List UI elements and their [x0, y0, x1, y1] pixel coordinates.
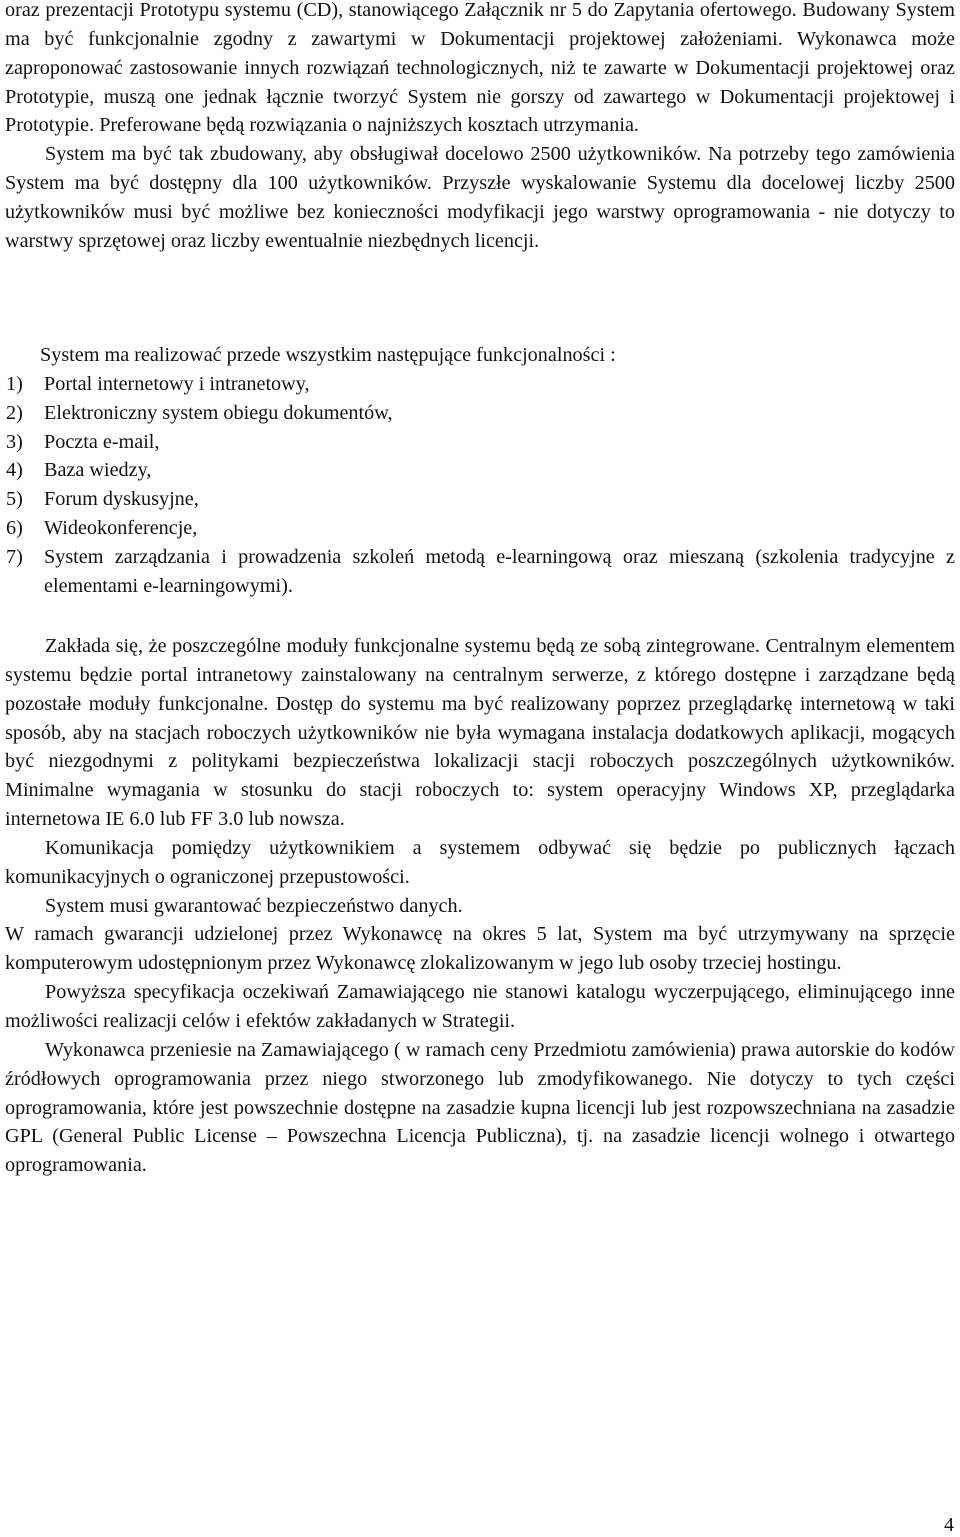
list-item-text: Baza wiedzy, — [44, 459, 152, 482]
list-item-text: Wideokonferencje, — [44, 517, 198, 540]
top-section — [5, 0, 955, 256]
list-item-number: 1) — [6, 372, 23, 395]
list-item — [5, 399, 955, 428]
paragraph-integration: Zakłada się, że poszczególne moduły funkcjonalne systemu będą ze sobą zintegrowane. Centralnym elementem systemu będzie portal intranetowy zainstalowany na centralnym serwerze, z którego dostępne i zarządzane będą pozostałe moduły funkcjonalne. Dostęp do systemu ma być realizowany poprzez przeglądarkę internetową w taki sposób, aby na stacjach roboczych użytkowników nie była wymagana instalacja dodatkowych aplikacji, mogących być niezgodnymi z politykami bezpieczeństwa lokalizacji stacji roboczych poszczególnych użytkowników. Minimalne wymagania w stosunku do stacji roboczych to: system operacyjny Windows XP, przeglądarka internetowa IE 6.0 lub FF 3.0 lub nowsza. — [5, 635, 955, 831]
page-number: 4 — [944, 1514, 954, 1536]
paragraph-users: System ma być tak zbudowany, aby obsługiwał docelowo 2500 użytkowników. Na potrzeby tego zamówienia System ma być dostępny dla 100 użytkowników. Przyszłe wyskalowanie Systemu dla docelowej liczby 2500 użytkowników musi być możliwe bez konieczności modyfikacji jego warstwy oprogramowania - nie dotyczy to warstwy sprzętowej oraz liczby ewentualnie niezbędnych licencji. — [5, 143, 955, 252]
list-item-number: 6) — [6, 517, 23, 540]
list-item-text: Forum dyskusyjne, — [44, 488, 199, 511]
list-item-number: 3) — [6, 430, 23, 453]
list-item-text: Poczta e-mail, — [44, 430, 160, 453]
list-item-number: 4) — [6, 459, 23, 482]
list-item — [5, 543, 955, 601]
list-item-text: Portal internetowy i intranetowy, — [44, 372, 310, 395]
paragraph-security: System musi gwarantować bezpieczeństwo danych. — [45, 894, 463, 917]
list-item — [5, 485, 955, 514]
paragraph-specification: Powyższa specyfikacja oczekiwań Zamawiającego nie stanowi katalogu wyczerpującego, eliminującego inne możliwości realizacji celów i efektów zakładanych w Strategii. — [5, 981, 955, 1032]
list-item-number: 7) — [6, 545, 23, 568]
list-item-number: 5) — [6, 488, 23, 511]
list-item — [5, 514, 955, 543]
paragraph-guarantee: W ramach gwarancji udzielonej przez Wykonawcę na okres 5 lat, System ma być utrzymywany na sprzęcie komputerowym udostępnionym przez Wykonawcę zlokalizowanym w jego lub osoby trzeciej hostingu. — [5, 923, 955, 975]
list-item-text: System zarządzania i prowadzenia szkoleń metodą e-learningową oraz mieszaną (szkolenia tradycyjne z elementami e-learningowymi). — [44, 545, 955, 597]
functions-section — [5, 341, 955, 601]
paragraph-communication: Komunikacja pomiędzy użytkownikiem a systemem odbywać się będzie po publicznych łączach komunikacyjnych o ograniczonej przepustowości. — [5, 836, 955, 888]
paragraph-copyright: Wykonawca przeniesie na Zamawiającego ( w ramach ceny Przedmiotu zamówienia) prawa autorskie do kodów źródłowych oprogramowania przez niego stworzonego lub zmodyfikowanego. Nie dotyczy to tych części oprogramowania, które jest powszechnie dostępne na zasadzie kupna licencji lub jest rozpowszechniana na zasadzie GPL (General Public License – Powszechna Licencja Publiczna), tj. na zasadzie licencji wolnego i otwartego oprogramowania. — [5, 1038, 955, 1177]
requirements-section — [5, 632, 955, 1180]
functions-intro: System ma realizować przede wszystkim następujące funkcjonalności : — [40, 344, 616, 366]
paragraph-continuation: oraz prezentacji Prototypu systemu (CD), stanowiącego Załącznik nr 5 do Zapytania ofertowego. Budowany System ma być funkcjonalnie zgodny z zawartymi w Dokumentacji projektowej założeniami. Wykonawca może zaproponować zastosowanie innych rozwiązań technologicznych, niż te zawarte w Dokumentacji projektowej oraz Prototypie, muszą one jednak łącznie tworzyć System nie gorszy od zawartego w Dokumentacji projektowej i Prototypie. Preferowane będą rozwiązania o najniższych kosztach utrzymania. — [5, 0, 955, 137]
list-item — [5, 370, 955, 399]
list-item — [5, 428, 955, 457]
list-item-text: Elektroniczny system obiegu dokumentów, — [44, 401, 393, 424]
list-item — [5, 456, 955, 485]
list-item-number: 2) — [6, 401, 23, 424]
